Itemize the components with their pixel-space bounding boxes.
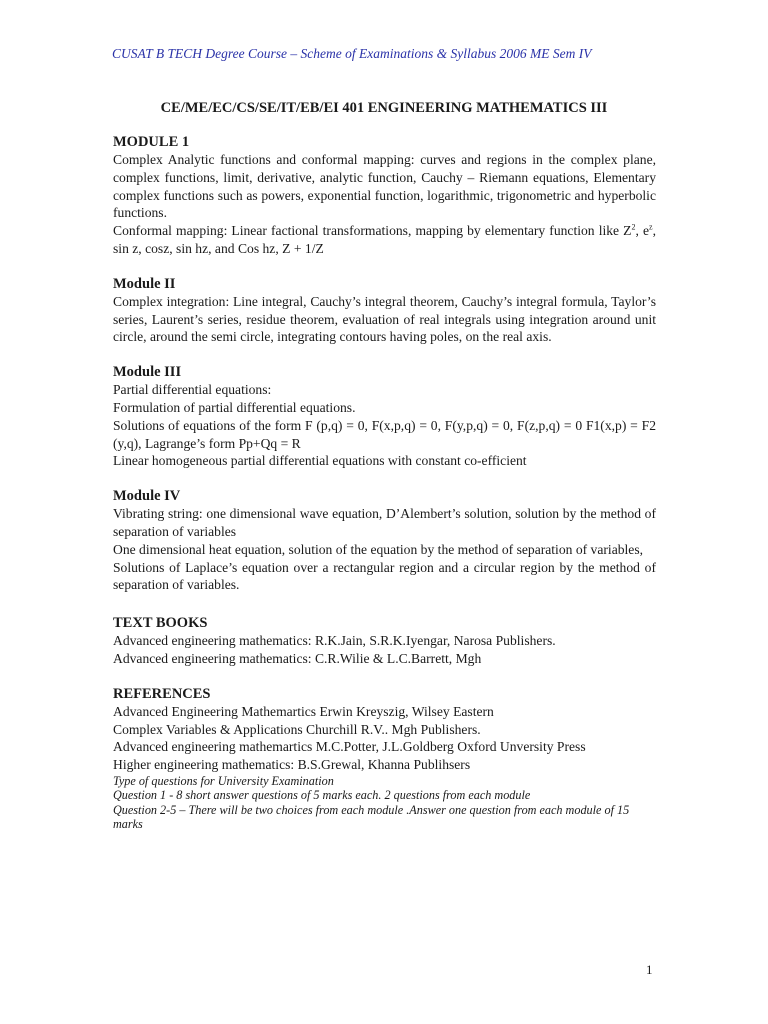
module-2-heading: Module II — [113, 275, 176, 292]
module-2-paragraph: Complex integration: Line integral, Cauchy’s integral theorem, Cauchy’s integral formula, Taylor’s series, Laurent’s series, residue theorem, evaluation of real integrals using integration around unit circle, around the semi circle, integrating contours having poles, on the real axis. — [113, 293, 656, 345]
module-3-section — [113, 363, 656, 470]
module-1-paragraph-2-mid: , e — [635, 223, 650, 239]
module-1-paragraph-2 — [113, 222, 656, 258]
module-2-section — [113, 275, 656, 346]
module-3-line-4: Linear homogeneous partial differential equations with constant co-efficient — [113, 453, 527, 469]
module-4-heading: Module IV — [113, 488, 181, 505]
exam-question-1: Question 1 - 8 short answer questions of 5 marks each. 2 questions from each module — [113, 788, 531, 803]
exam-question-2-5: Question 2-5 – There will be two choices from each module .Answer one question from each module of 15 marks — [113, 802, 630, 832]
superscript-2: 2 — [631, 222, 636, 232]
exam-info — [113, 774, 656, 832]
exam-type-title: Type of questions for University Examination — [113, 773, 334, 788]
page-number: 1 — [646, 962, 653, 977]
textbooks-heading: TEXT BOOKS — [113, 615, 208, 632]
module-1-paragraph-2-end: , sin z, cosz, sin hz, and Cos hz, Z + 1/Z — [113, 223, 656, 256]
module-3-line-3: Solutions of equations of the form F (p,q) = 0, F(x,p,q) = 0, F(y,p,q) = 0, F(z,p,q) = 0 F1(x,p) = F2 (y,q), Lagrange’s form Pp+Qq = R — [113, 417, 656, 451]
textbook-item: Advanced engineering mathematics: C.R.Wilie & L.C.Barrett, Mgh — [113, 650, 482, 666]
syllabus-content — [113, 133, 656, 832]
textbooks-section — [113, 614, 656, 668]
reference-item: Advanced Engineering Mathemartics Erwin Kreyszig, Wilsey Eastern — [113, 703, 494, 719]
module-4-section — [113, 487, 656, 594]
page-header: CUSAT B TECH Degree Course – Scheme of Examinations & Syllabus 2006 ME Sem IV — [112, 46, 592, 61]
module-4-paragraph-2: One dimensional heat equation, solution of the equation by the method of separation of variables, — [113, 541, 644, 557]
module-1-section — [113, 133, 656, 258]
module-4-paragraph-1: Vibrating string: one dimensional wave equation, D’Alembert’s solution, solution by the method of separation of variables — [113, 506, 656, 539]
module-1-heading: MODULE 1 — [113, 134, 190, 150]
references-heading: REFERENCES — [113, 685, 211, 702]
reference-item: Advanced engineering mathemartics M.C.Potter, J.L.Goldberg Oxford Unversity Press — [113, 739, 586, 755]
module-1-paragraph-1: Complex Analytic functions and conformal mapping: curves and regions in the complex plane, complex functions, limit, derivative, analytic function, Cauchy – Riemann equations, Elementary complex functions such as powers, exponential function, logarithmic, trigonometric and hyperbolic functions. — [113, 152, 656, 221]
module-1-paragraph-2-text: Conformal mapping: Linear factional transformations, mapping by elementary function like Z — [113, 223, 632, 239]
reference-item: Complex Variables & Applications Churchill R.V.. Mgh Publishers. — [113, 721, 481, 737]
reference-item: Higher engineering mathematics: B.S.Grewal, Khanna Publihsers — [113, 757, 471, 773]
module-4-paragraph-3: Solutions of Laplace’s equation over a rectangular region and a circular region by the method of separation of variables. — [113, 559, 656, 593]
module-3-heading: Module III — [113, 364, 182, 381]
references-section — [113, 685, 656, 774]
superscript-z: z — [649, 222, 653, 232]
module-3-line-1: Partial differential equations: — [113, 382, 272, 398]
textbook-item: Advanced engineering mathematics: R.K.Jain, S.R.K.Iyengar, Narosa Publishers. — [113, 633, 556, 649]
module-3-line-2: Formulation of partial differential equations. — [113, 399, 356, 415]
course-title: CE/ME/EC/CS/SE/IT/EB/EI 401 ENGINEERING MATHEMATICS III — [160, 100, 608, 116]
